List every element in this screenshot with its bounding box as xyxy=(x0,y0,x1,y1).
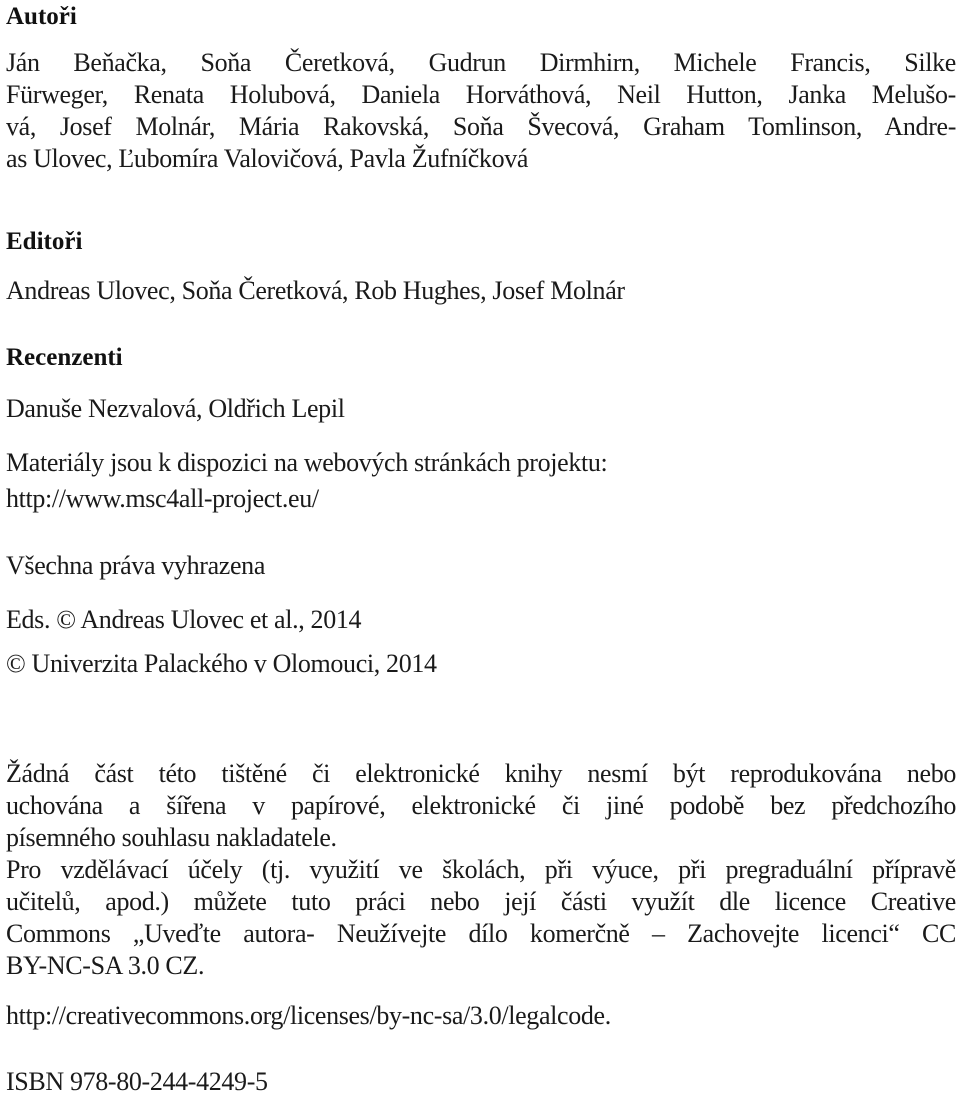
copyright-editors: Eds. © Andreas Ulovec et al., 2014 xyxy=(6,605,362,634)
materials-note: Materiály jsou k dispozici na webových stránkách projektu: xyxy=(6,448,608,477)
license-line: Pro vzdělávací účely (tj. využití ve školách, při výuce, při pregraduální přípravě xyxy=(6,855,956,884)
license-url: http://creativecommons.org/licenses/by-nc-sa/3.0/legalcode. xyxy=(6,1001,611,1030)
project-url: http://www.msc4all-project.eu/ xyxy=(6,484,319,513)
editors-heading: Editoři xyxy=(6,228,83,255)
license-notice xyxy=(6,758,956,982)
license-line: BY-NC-SA 3.0 CZ. xyxy=(6,951,205,980)
authors-heading: Autoři xyxy=(6,3,77,30)
authors-line: Fürweger, Renata Holubová, Daniela Horváthová, Neil Hutton, Janka Melušo- xyxy=(6,80,956,109)
rights-reserved: Všechna práva vyhrazena xyxy=(6,551,266,580)
authors-line: as Ulovec, Ľubomíra Valovičová, Pavla Žufníčková xyxy=(6,144,529,173)
authors-line: vá, Josef Molnár, Mária Rakovská, Soňa Švecová, Graham Tomlinson, Andre- xyxy=(6,112,956,141)
isbn-number: ISBN 978-80-244-4249-5 xyxy=(6,1067,268,1096)
reviewers-list: Danuše Nezvalová, Oldřich Lepil xyxy=(6,394,345,423)
editors-list: Andreas Ulovec, Soňa Čeretková, Rob Hughes, Josef Molnár xyxy=(6,276,625,305)
authors-list xyxy=(6,47,956,175)
license-line: Commons „Uveďte autora- Neužívejte dílo komerčně – Zachovejte licenci“ CC xyxy=(6,919,956,948)
license-line: učitelů, apod.) můžete tuto práci nebo její části využít dle licence Creative xyxy=(6,887,956,916)
license-line: písemného souhlasu nakladatele. xyxy=(6,823,337,852)
authors-line: Ján Beňačka, Soňa Čeretková, Gudrun Dirmhirn, Michele Francis, Silke xyxy=(6,48,956,77)
license-line: uchována a šířena v papírové, elektronické či jiné podobě bez předchozího xyxy=(6,791,956,820)
copyright-publisher: © Univerzita Palackého v Olomouci, 2014 xyxy=(6,649,437,678)
license-line: Žádná část této tištěné či elektronické knihy nesmí být reprodukována nebo xyxy=(6,759,956,788)
reviewers-heading: Recenzenti xyxy=(6,344,123,371)
